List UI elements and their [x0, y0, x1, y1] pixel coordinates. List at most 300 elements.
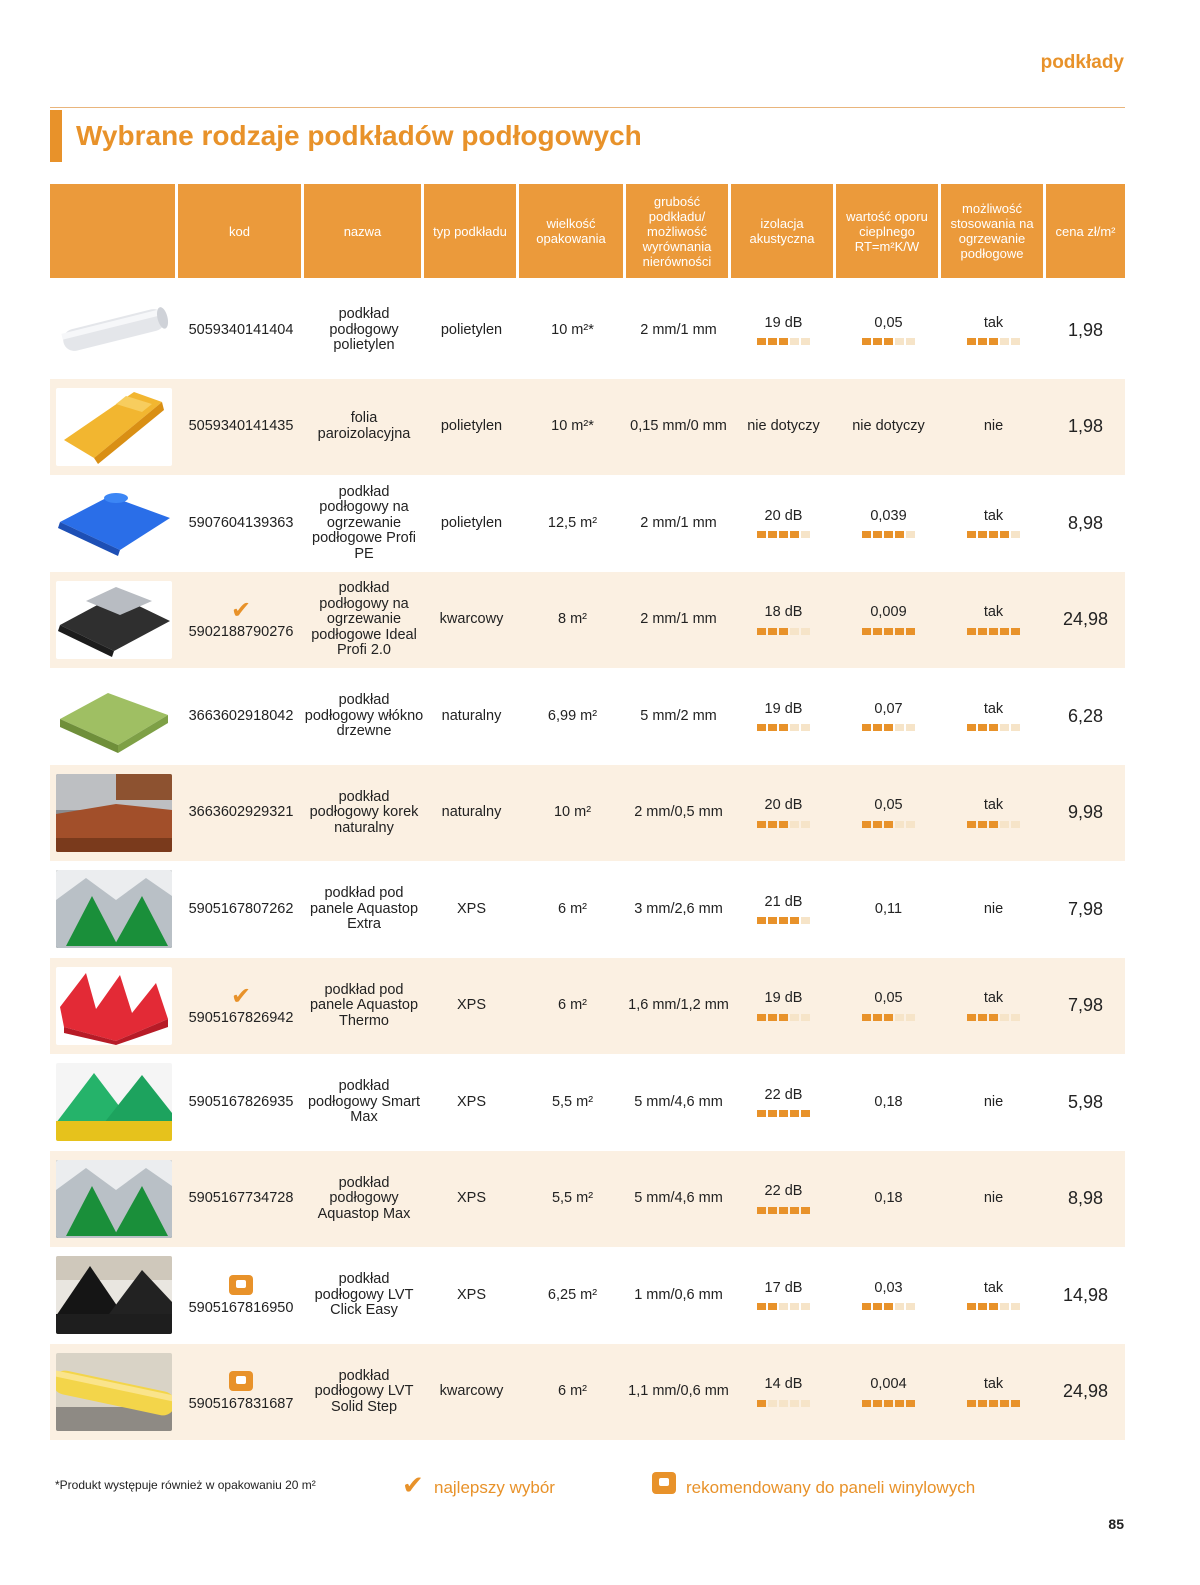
rating-segment: [757, 628, 766, 635]
rating-segment: [757, 724, 766, 731]
acoustic-insulation-text: 19 dB: [764, 990, 803, 1006]
floor-heating: [941, 282, 1046, 379]
price: 24,98: [1062, 1381, 1109, 1401]
floor-heating: [941, 1247, 1046, 1344]
rating-segment: [967, 1014, 976, 1021]
floor-heating-rating: [967, 1400, 1020, 1407]
acoustic-insulation: [731, 958, 836, 1055]
rating-segment: [779, 628, 788, 635]
acoustic-insulation-rating: [757, 1110, 810, 1117]
product-image: [56, 388, 172, 466]
product-image-cell: [50, 1151, 178, 1248]
acoustic-insulation-rating: [757, 338, 810, 345]
acoustic-insulation-text: 18 dB: [764, 604, 803, 620]
rating-segment: [1000, 1400, 1009, 1407]
product-name: podkład podłogowy na ogrzewanie podłogowe Ideal Profi 2.0: [311, 580, 417, 658]
col-header-cena: cena zł/m²: [1046, 184, 1125, 278]
rating-segment: [884, 628, 893, 635]
rating-segment: [895, 1303, 904, 1310]
underlay-type: XPS: [456, 997, 486, 1013]
table-row: [50, 861, 1125, 958]
acoustic-insulation-rating: [757, 628, 810, 635]
product-code-cell: [178, 1344, 304, 1441]
thermal-resistance-text: 0,05: [874, 990, 903, 1006]
rating-segment: [873, 1303, 882, 1310]
best-choice-icon: ✔: [230, 597, 252, 624]
rating-segment: [967, 531, 976, 538]
thermal-resistance: [836, 765, 941, 862]
product-name: podkład pod panele Aquastop Thermo: [309, 981, 419, 1029]
acoustic-insulation-text: 20 dB: [764, 797, 803, 813]
product-image: [56, 581, 172, 659]
product-image-cell: [50, 475, 178, 572]
rating-segment: [757, 531, 766, 538]
product-code: 5905167826942: [188, 1010, 294, 1026]
rating-segment: [768, 1400, 777, 1407]
product-image-cell: [50, 861, 178, 958]
rating-segment: [978, 628, 987, 635]
thermal-resistance-rating: [862, 1014, 915, 1021]
product-name: podkład podłogowy Aquastop Max: [317, 1174, 411, 1222]
col-header-typ: typ podkładu: [424, 184, 516, 278]
product-image-cell: [50, 379, 178, 476]
underlay-type: polietylen: [440, 418, 503, 434]
rating-segment: [779, 1110, 788, 1117]
thermal-resistance-text: 0,03: [874, 1279, 903, 1296]
product-image-cell: [50, 1344, 178, 1441]
thermal-resistance: [836, 282, 941, 379]
rating-segment: [989, 628, 998, 635]
rating-segment: [1011, 821, 1020, 828]
thermal-resistance: [836, 1344, 941, 1441]
package-size: 6 m²: [558, 997, 587, 1013]
package-size: 5,5 m²: [551, 1190, 594, 1206]
thickness: 2 mm/1 mm: [640, 514, 717, 531]
floor-heating: [941, 1054, 1046, 1151]
rating-segment: [906, 1303, 915, 1310]
thickness: 1,6 mm/1,2 mm: [628, 997, 729, 1013]
rating-segment: [801, 917, 810, 924]
rating-segment: [768, 531, 777, 538]
rating-segment: [1011, 1400, 1020, 1407]
acoustic-insulation-text: 20 dB: [764, 507, 803, 524]
thickness: 3 mm/2,6 mm: [634, 900, 723, 917]
rating-segment: [757, 1014, 766, 1021]
table-header: [50, 184, 1125, 278]
price: 7,98: [1067, 898, 1104, 919]
best-choice-icon: ✔: [402, 1470, 424, 1500]
thermal-resistance-text: 0,05: [874, 314, 903, 331]
product-image: [56, 1063, 172, 1141]
floor-heating: [941, 1151, 1046, 1248]
product-image: [56, 291, 172, 369]
rating-segment: [1000, 724, 1009, 731]
rating-segment: [801, 1014, 810, 1021]
product-image: [56, 1160, 172, 1238]
rating-segment: [790, 821, 799, 828]
thermal-resistance: [836, 475, 941, 572]
rating-segment: [1000, 1303, 1009, 1310]
rating-segment: [873, 1014, 882, 1021]
table-row: [50, 1054, 1125, 1151]
rating-segment: [906, 1400, 915, 1407]
floor-heating-rating: [967, 531, 1020, 538]
thickness: 1,1 mm/0,6 mm: [628, 1383, 729, 1399]
rating-segment: [1011, 724, 1020, 731]
rating-segment: [989, 1400, 998, 1407]
floor-heating-text: tak: [983, 700, 1004, 717]
rating-segment: [1000, 531, 1009, 538]
price: 1,98: [1067, 319, 1104, 340]
recommended-vinyl-icon: [229, 1371, 253, 1391]
acoustic-insulation-rating: [757, 1303, 810, 1310]
floor-heating: [941, 861, 1046, 958]
package-size: 6,99 m²: [547, 707, 598, 724]
rating-segment: [757, 1400, 766, 1407]
floor-heating-rating: [967, 724, 1020, 731]
product-image-cell: [50, 1247, 178, 1344]
table-row: [50, 765, 1125, 862]
rating-segment: [895, 724, 904, 731]
col-header-image: [50, 184, 175, 278]
thermal-resistance-text: 0,18: [874, 1190, 903, 1206]
rating-segment: [801, 338, 810, 345]
rating-segment: [779, 724, 788, 731]
underlay-type: naturalny: [441, 804, 502, 820]
rating-segment: [989, 1014, 998, 1021]
legend-best-label: najlepszy wybór: [434, 1478, 555, 1497]
rating-segment: [873, 724, 882, 731]
rating-segment: [757, 1207, 766, 1214]
rating-segment: [790, 917, 799, 924]
rating-segment: [978, 531, 987, 538]
recommended-vinyl-icon: [229, 1275, 253, 1295]
acoustic-insulation: [731, 1344, 836, 1441]
rating-segment: [967, 821, 976, 828]
rating-segment: [884, 724, 893, 731]
rating-segment: [873, 338, 882, 345]
floor-heating: [941, 765, 1046, 862]
col-header-kod: kod: [178, 184, 301, 278]
package-size: 6 m²: [558, 900, 587, 917]
footer-note: *Produkt występuje również w opakowaniu 20 m²: [55, 1478, 316, 1492]
top-rule: [50, 107, 1125, 108]
floor-heating-text: tak: [983, 797, 1004, 813]
product-code-cell: [178, 475, 304, 572]
rating-segment: [906, 724, 915, 731]
floor-heating-text: tak: [983, 314, 1004, 331]
price: 8,98: [1067, 512, 1104, 533]
thermal-resistance-rating: [862, 338, 915, 345]
thickness: 5 mm/4,6 mm: [634, 1190, 723, 1206]
acoustic-insulation-text: 19 dB: [764, 700, 803, 717]
thermal-resistance-rating: [862, 628, 915, 635]
title-accent-bar: [50, 110, 62, 162]
rating-segment: [790, 1207, 799, 1214]
floor-heating-rating: [967, 821, 1020, 828]
thickness: 2 mm/0,5 mm: [634, 804, 723, 820]
acoustic-insulation-rating: [757, 724, 810, 731]
package-size: 6 m²: [558, 1383, 587, 1399]
product-image-cell: [50, 668, 178, 765]
acoustic-insulation-rating: [757, 531, 810, 538]
rating-segment: [873, 821, 882, 828]
acoustic-insulation-text: 21 dB: [764, 893, 803, 910]
floor-heating-text: tak: [983, 990, 1004, 1006]
rating-segment: [862, 531, 871, 538]
product-code: 5905167807262: [188, 900, 294, 917]
floor-heating-rating: [967, 1303, 1020, 1310]
rating-segment: [801, 1207, 810, 1214]
product-image: [56, 1256, 172, 1334]
rating-segment: [779, 821, 788, 828]
rating-segment: [978, 1303, 987, 1310]
rating-segment: [884, 531, 893, 538]
rating-segment: [862, 1303, 871, 1310]
product-name: folia paroizolacyjna: [317, 410, 411, 442]
rating-segment: [779, 531, 788, 538]
product-code-cell: [178, 861, 304, 958]
rating-segment: [790, 1400, 799, 1407]
rating-segment: [895, 821, 904, 828]
acoustic-insulation: [731, 572, 836, 669]
rating-segment: [873, 1400, 882, 1407]
rating-segment: [790, 338, 799, 345]
thermal-resistance-rating: [862, 821, 915, 828]
rating-segment: [967, 338, 976, 345]
underlay-type: XPS: [456, 900, 486, 917]
thermal-resistance-rating: [862, 1303, 915, 1310]
package-size: 10 m²*: [551, 418, 594, 434]
rating-segment: [978, 1400, 987, 1407]
product-name: podkład podłogowy korek naturalny: [309, 788, 419, 836]
thickness: 5 mm/2 mm: [640, 707, 717, 724]
product-name: podkład podłogowy polietylen: [329, 306, 399, 353]
rating-segment: [989, 724, 998, 731]
rating-segment: [978, 338, 987, 345]
rating-segment: [1011, 338, 1020, 345]
rating-segment: [884, 1014, 893, 1021]
acoustic-insulation-rating: [757, 1207, 810, 1214]
recommended-vinyl-icon: [652, 1472, 676, 1494]
price: 5,98: [1067, 1091, 1104, 1112]
rating-segment: [801, 1110, 810, 1117]
rating-segment: [1011, 1303, 1020, 1310]
rating-segment: [1011, 628, 1020, 635]
thermal-resistance-text: 0,009: [870, 604, 907, 620]
rating-segment: [989, 531, 998, 538]
package-size: 10 m²: [553, 804, 592, 820]
rating-segment: [768, 1110, 777, 1117]
products-table: [50, 184, 1125, 1440]
product-code-cell: [178, 1247, 304, 1344]
rating-segment: [967, 724, 976, 731]
product-image: [56, 774, 172, 852]
rating-segment: [895, 338, 904, 345]
product-code: 5059340141435: [188, 418, 294, 434]
floor-heating-text: nie: [983, 1093, 1004, 1110]
rating-segment: [790, 1110, 799, 1117]
product-image: [56, 967, 172, 1045]
col-header-grubosc: grubość podkładu/ możliwość wyrównania nierówności: [626, 184, 728, 278]
rating-segment: [884, 1303, 893, 1310]
floor-heating-text: nie: [983, 418, 1004, 434]
rating-segment: [989, 821, 998, 828]
product-name: podkład podłogowy Smart Max: [307, 1078, 421, 1125]
rating-segment: [1000, 1014, 1009, 1021]
table-row: [50, 1151, 1125, 1248]
rating-segment: [768, 1207, 777, 1214]
product-code: 5905167734728: [188, 1190, 294, 1206]
package-size: 12,5 m²: [547, 514, 598, 531]
underlay-type: polietylen: [440, 321, 503, 338]
acoustic-insulation-rating: [757, 917, 810, 924]
rating-segment: [978, 1014, 987, 1021]
thermal-resistance: [836, 572, 941, 669]
price: 9,98: [1067, 802, 1104, 822]
col-header-izolacja: izolacja akustyczna: [731, 184, 833, 278]
thermal-resistance-text: 0,18: [874, 1093, 903, 1110]
page-number: 85: [1108, 1516, 1124, 1532]
underlay-type: naturalny: [441, 707, 502, 724]
rating-segment: [978, 724, 987, 731]
table-row: [50, 1247, 1125, 1344]
product-code: 5059340141404: [188, 321, 294, 338]
floor-heating-rating: [967, 1014, 1020, 1021]
rating-segment: [862, 1400, 871, 1407]
rating-segment: [967, 1303, 976, 1310]
product-code-cell: [178, 379, 304, 476]
acoustic-insulation: [731, 379, 836, 476]
acoustic-insulation-rating: [757, 1400, 810, 1407]
acoustic-insulation: [731, 1151, 836, 1248]
rating-segment: [790, 628, 799, 635]
thermal-resistance: [836, 1247, 941, 1344]
rating-segment: [989, 338, 998, 345]
rating-segment: [757, 1110, 766, 1117]
rating-segment: [1011, 1014, 1020, 1021]
floor-heating-rating: [967, 628, 1020, 635]
rating-segment: [978, 821, 987, 828]
product-code-cell: [178, 572, 304, 669]
floor-heating-text: nie: [983, 900, 1004, 917]
rating-segment: [862, 1014, 871, 1021]
thermal-resistance: [836, 1054, 941, 1151]
rating-segment: [779, 338, 788, 345]
thermal-resistance-text: 0,07: [874, 700, 903, 717]
table-row: [50, 379, 1125, 476]
acoustic-insulation-text: 22 dB: [764, 1183, 803, 1199]
col-header-opor: wartość oporu cieplnego RT=m²K/W: [836, 184, 938, 278]
thermal-resistance-text: 0,11: [874, 900, 903, 917]
rating-segment: [1011, 531, 1020, 538]
product-code: 3663602918042: [188, 707, 294, 724]
acoustic-insulation: [731, 1247, 836, 1344]
floor-heating-text: nie: [983, 1190, 1004, 1206]
rating-segment: [801, 821, 810, 828]
rating-segment: [906, 628, 915, 635]
floor-heating-text: tak: [983, 1279, 1004, 1296]
price: 8,98: [1067, 1188, 1104, 1208]
rating-segment: [757, 821, 766, 828]
thermal-resistance-text: 0,039: [870, 507, 907, 524]
product-name: podkład podłogowy LVT Solid Step: [314, 1367, 414, 1415]
rating-segment: [757, 338, 766, 345]
product-code: 5905167816950: [188, 1299, 294, 1316]
product-code-cell: [178, 668, 304, 765]
acoustic-insulation-rating: [757, 821, 810, 828]
thermal-resistance-text: 0,004: [870, 1376, 907, 1392]
product-code: 5902188790276: [188, 624, 294, 640]
floor-heating-text: tak: [983, 1376, 1004, 1392]
product-code-cell: [178, 282, 304, 379]
thickness: 0,15 mm/0 mm: [630, 418, 727, 434]
acoustic-insulation: [731, 861, 836, 958]
product-name: podkład podłogowy LVT Click Easy: [314, 1271, 414, 1318]
acoustic-insulation: [731, 668, 836, 765]
rating-segment: [884, 1400, 893, 1407]
underlay-type: kwarcowy: [439, 611, 504, 627]
acoustic-insulation: [731, 475, 836, 572]
package-size: 10 m²*: [551, 321, 594, 338]
floor-heating-text: tak: [983, 507, 1004, 524]
rating-segment: [884, 338, 893, 345]
table-row: [50, 1344, 1125, 1441]
rating-segment: [1000, 628, 1009, 635]
thickness: 2 mm/1 mm: [640, 321, 717, 338]
rating-segment: [779, 917, 788, 924]
acoustic-insulation: [731, 282, 836, 379]
acoustic-insulation-text: nie dotyczy: [747, 418, 820, 434]
product-code: 5905167826935: [188, 1093, 294, 1110]
acoustic-insulation-text: 19 dB: [764, 314, 803, 331]
price: 14,98: [1062, 1284, 1109, 1305]
rating-segment: [895, 531, 904, 538]
product-image: [56, 1353, 172, 1431]
product-image-cell: [50, 282, 178, 379]
rating-segment: [895, 628, 904, 635]
table-body: [50, 282, 1125, 1440]
rating-segment: [862, 338, 871, 345]
product-image: [56, 484, 172, 562]
rating-segment: [790, 724, 799, 731]
rating-segment: [768, 1014, 777, 1021]
product-name: podkład podłogowy na ogrzewanie podłogowe Profi PE: [312, 483, 416, 562]
floor-heating-text: tak: [983, 604, 1004, 620]
rating-segment: [989, 1303, 998, 1310]
price: 7,98: [1067, 995, 1104, 1015]
underlay-type: XPS: [456, 1286, 486, 1303]
rating-segment: [906, 338, 915, 345]
rating-segment: [779, 1400, 788, 1407]
thermal-resistance-rating: [862, 724, 915, 731]
col-header-ogrzewanie: możliwość stosowania na ogrzewanie podłogowe: [941, 184, 1043, 278]
table-row: [50, 282, 1125, 379]
rating-segment: [768, 338, 777, 345]
rating-segment: [862, 821, 871, 828]
rating-segment: [779, 1207, 788, 1214]
underlay-type: kwarcowy: [439, 1383, 504, 1399]
rating-segment: [768, 724, 777, 731]
rating-segment: [884, 821, 893, 828]
product-code: 5907604139363: [188, 514, 294, 531]
thermal-resistance-text: 0,05: [874, 797, 903, 813]
rating-segment: [895, 1014, 904, 1021]
product-image-cell: [50, 765, 178, 862]
rating-segment: [873, 628, 882, 635]
product-image-cell: [50, 572, 178, 669]
rating-segment: [768, 821, 777, 828]
